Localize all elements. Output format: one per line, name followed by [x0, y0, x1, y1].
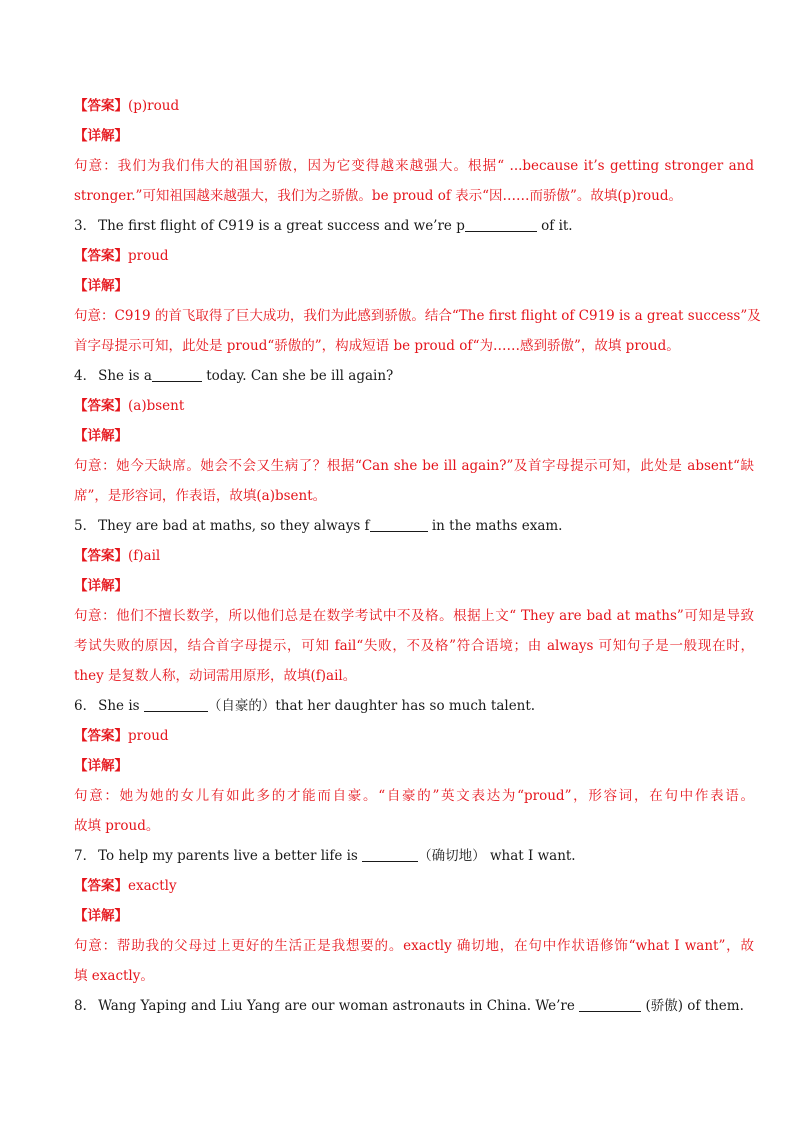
detail-text-line: 句意：帮助我的父母过上更好的生活正是我想要的。exactly 确切地，在句中作状语修饰“what I want”，故 — [74, 938, 754, 954]
question-text: (骄傲) of them. — [641, 998, 744, 1014]
detail-label: 【详解】 — [74, 128, 128, 144]
question-text: of it. — [536, 218, 573, 234]
answer-label: 【答案】 — [74, 98, 128, 114]
detail-text-line: 故填 proud。 — [74, 818, 160, 834]
detail-text-line: they 是复数人称，动词需用原形，故填(f)ail。 — [74, 668, 357, 684]
answer-text: proud — [128, 248, 169, 264]
detail-text-line: 句意：他们不擅长数学，所以他们总是在数学考试中不及格。根据上文“ They are bad at maths”可知是导致 — [74, 608, 754, 624]
answer-text: proud — [128, 728, 169, 744]
detail-text-line: stronger.”可知祖国越来越强大，我们为之骄傲。be proud of 表示“因……而骄傲”。故填(p)roud。 — [74, 188, 683, 204]
question-6 — [74, 696, 754, 716]
detail-label: 【详解】 — [74, 578, 128, 594]
answer-line — [74, 726, 754, 746]
question-text: The first flight of C919 is a great success and we’re p — [98, 218, 465, 234]
question-text: She is a — [98, 368, 152, 384]
answer-blank[interactable] — [579, 997, 641, 1012]
detail-label: 【详解】 — [74, 758, 128, 774]
answer-label: 【答案】 — [74, 248, 128, 264]
question-text: To help my parents live a better life is — [98, 848, 363, 864]
answer-label: 【答案】 — [74, 398, 128, 414]
answer-text: (f)ail — [128, 548, 161, 564]
answer-label: 【答案】 — [74, 728, 128, 744]
question-number: 4． — [74, 368, 97, 384]
question-4 — [74, 366, 754, 386]
detail-text-line: 首字母提示可知，此处是 proud“骄傲的”，构成短语 be proud of“为……感到骄傲”，故填 proud。 — [74, 338, 680, 354]
question-3 — [74, 216, 754, 236]
answer-blank[interactable] — [144, 697, 208, 712]
answer-blank[interactable] — [362, 847, 418, 862]
answer-line — [74, 96, 754, 116]
question-text: （确切地） what I want. — [418, 848, 576, 864]
answer-blank[interactable] — [370, 517, 428, 532]
answer-text: exactly — [128, 878, 177, 894]
detail-text-line: 填 exactly。 — [74, 968, 154, 984]
question-8 — [74, 996, 754, 1016]
question-number: 3． — [74, 218, 97, 234]
answer-line — [74, 396, 754, 416]
answer-text: (a)bsent — [128, 398, 185, 414]
detail-text-line: 句意：C919 的首飞取得了巨大成功，我们为此感到骄傲。结合“The first flight of C919 is a great success”及 — [74, 308, 761, 324]
answer-line — [74, 246, 754, 266]
question-number: 8． — [74, 998, 97, 1014]
answer-blank[interactable] — [152, 367, 202, 382]
answer-label: 【答案】 — [74, 548, 128, 564]
answer-line — [74, 546, 754, 566]
answer-label: 【答案】 — [74, 878, 128, 894]
question-text: today. Can she be ill again? — [201, 368, 394, 384]
question-text: She is — [98, 698, 144, 714]
answer-blank[interactable] — [465, 217, 537, 232]
detail-text-line: 句意：我们为我们伟大的祖国骄傲，因为它变得越来越强大。根据“ ...because it’s getting stronger and — [74, 158, 754, 174]
answer-line — [74, 876, 754, 896]
question-text: They are bad at maths, so they always f — [98, 518, 370, 534]
question-text: Wang Yaping and Liu Yang are our woman astronauts in China. We’re — [98, 998, 580, 1014]
question-number: 7． — [74, 848, 97, 864]
question-number: 6． — [74, 698, 97, 714]
detail-text-line: 句意：她今天缺席。她会不会又生病了？根据“Can she be ill again?”及首字母提示可知，此处是 absent“缺 — [74, 458, 754, 474]
question-text: in the maths exam. — [427, 518, 563, 534]
question-text: （自豪的）that her daughter has so much talent. — [207, 698, 536, 714]
question-number: 5． — [74, 518, 97, 534]
detail-text-line: 句意：她为她的女儿有如此多的才能而自豪。“自豪的”英文表达为“proud”，形容词，在句中作表语。 — [74, 788, 754, 804]
detail-text-line: 考试失败的原因，结合首字母提示，可知 fail“失败，不及格”符合语境；由 always 可知句子是一般现在时， — [74, 638, 754, 654]
question-5 — [74, 516, 754, 536]
answer-text: (p)roud — [128, 98, 180, 114]
detail-text-line: 席”，是形容词，作表语，故填(a)bsent。 — [74, 488, 327, 504]
detail-label: 【详解】 — [74, 428, 128, 444]
detail-label: 【详解】 — [74, 908, 128, 924]
question-7 — [74, 846, 754, 866]
detail-label: 【详解】 — [74, 278, 128, 294]
